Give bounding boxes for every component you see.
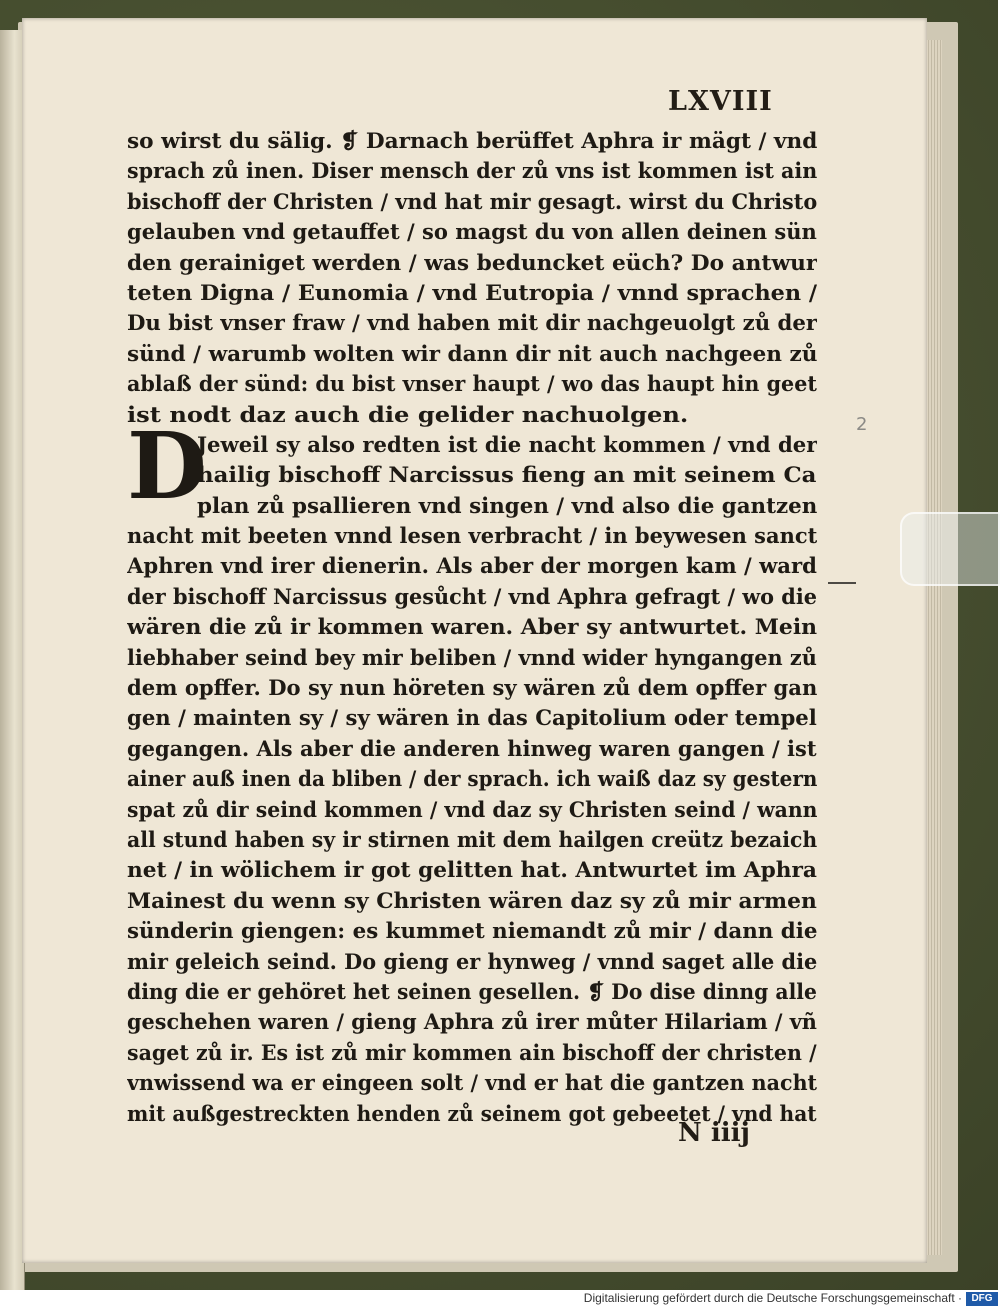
folio-number: LXVIII	[668, 86, 773, 117]
text-line: den gerainiget werden / was beduncket eüch? Do antwur	[127, 249, 817, 275]
signature-mark: N iiij	[678, 1118, 750, 1148]
body-text	[127, 126, 827, 1129]
text-line: so wirst du sälig. ❡ Darnach berüffet Aphra ir mägt / vnd	[127, 128, 818, 153]
text-line: sünd / warumb wolten wir dann dir nit auch nachgeen zů	[127, 340, 817, 366]
text-line: sünderin giengen: es kummet niemandt zů mir / dann die	[127, 918, 818, 944]
text-line: mir geleich seind. Do gieng er hynweg / vnnd saget alle die	[127, 948, 818, 974]
footer-bar	[0, 1290, 1000, 1309]
text-line: ainer auß inen da bliben / der sprach. ich waiß daz sy gestern	[127, 766, 817, 792]
text-line: liebhaber seind bey mir beliben / vnnd wider hyngangen zů	[127, 644, 817, 670]
text-line: all stund haben sy ir stirnen mit dem hailgen creütz bezaich	[127, 826, 818, 852]
text-line: plan zů psallieren vnd singen / vnd also die gantzen	[197, 492, 818, 518]
text-line: gelauben vnd getauffet / so magst du von allen deinen sün	[127, 219, 817, 245]
text-line: net / in wölichem ir got gelitten hat. Antwurtet im Aphra	[127, 857, 817, 883]
dfg-logo: DFG	[966, 1292, 998, 1306]
page-clip	[900, 512, 1000, 586]
footer-credit: Digitalisierung gefördert durch die Deutsche Forschungsgemeinschaft ·	[583, 1291, 962, 1305]
text-line: ding die er gehöret het seinen gesellen. ❡ Do dise dinng alle	[127, 978, 817, 1004]
text-line: Aphren vnd irer dienerin. Als aber der morgen kam / ward	[127, 553, 817, 579]
text-line: gegangen. Als aber die anderen hinweg waren gangen / ist	[127, 735, 817, 761]
text-line: nacht mit beeten vnnd lesen verbracht / in beywesen sanct	[127, 523, 818, 549]
text-line: saget zů ir. Es ist zů mir kommen ain bischoff der christen /	[127, 1039, 817, 1065]
pencil-annotation: 2	[856, 414, 868, 435]
text-line: hailig bischoff Narcissus fieng an mit seinem Ca	[197, 462, 817, 488]
text-line: spat zů dir seind kommen / vnd daz sy Christen seind / wann	[127, 796, 818, 822]
text-line: bischoff der Christen / vnd hat mir gesagt. wirst du Christo	[127, 188, 818, 214]
text-line: vnwissend wa er eingeen solt / vnd er hat die gantzen nacht	[127, 1070, 817, 1096]
text-line: mit außgestreckten henden zů seinem got gebeetet / vnd hat	[127, 1100, 817, 1126]
text-line: geschehen waren / gieng Aphra zů irer můter Hilariam / vñ	[127, 1009, 817, 1035]
text-line: sprach zů inen. Diser mensch der zů vns ist kommen ist ain	[127, 158, 817, 184]
text-line: ist nodt daz auch die gelider nachuolgen.	[127, 401, 689, 427]
text-line: gen / mainten sy / sy wären in das Capitolium oder tempel	[127, 705, 817, 731]
dropcap-initial: D	[127, 412, 207, 520]
text-line: teten Digna / Eunomia / vnd Eutropia / vnnd sprachen /	[127, 279, 818, 305]
text-line: Jeweil sy also redten ist die nacht kommen / vnd der	[197, 431, 817, 457]
text-line: wären die zů ir kommen waren. Aber sy antwurtet. Mein	[127, 614, 818, 640]
text-line: ablaß der sünd: du bist vnser haupt / wo das haupt hin geet	[127, 371, 817, 397]
text-line: Mainest du wenn sy Christen wären daz sy zů mir armen	[127, 887, 817, 913]
text-line: Du bist vnser fraw / vnd haben mit dir nachgeuolgt zů der	[127, 310, 817, 336]
text-line: der bischoff Narcissus gesůcht / vnd Aphra gefragt / wo die	[127, 583, 817, 609]
text-line: dem opffer. Do sy nun höreten sy wären zů dem opffer gan	[127, 675, 818, 701]
margin-dash	[828, 582, 856, 584]
